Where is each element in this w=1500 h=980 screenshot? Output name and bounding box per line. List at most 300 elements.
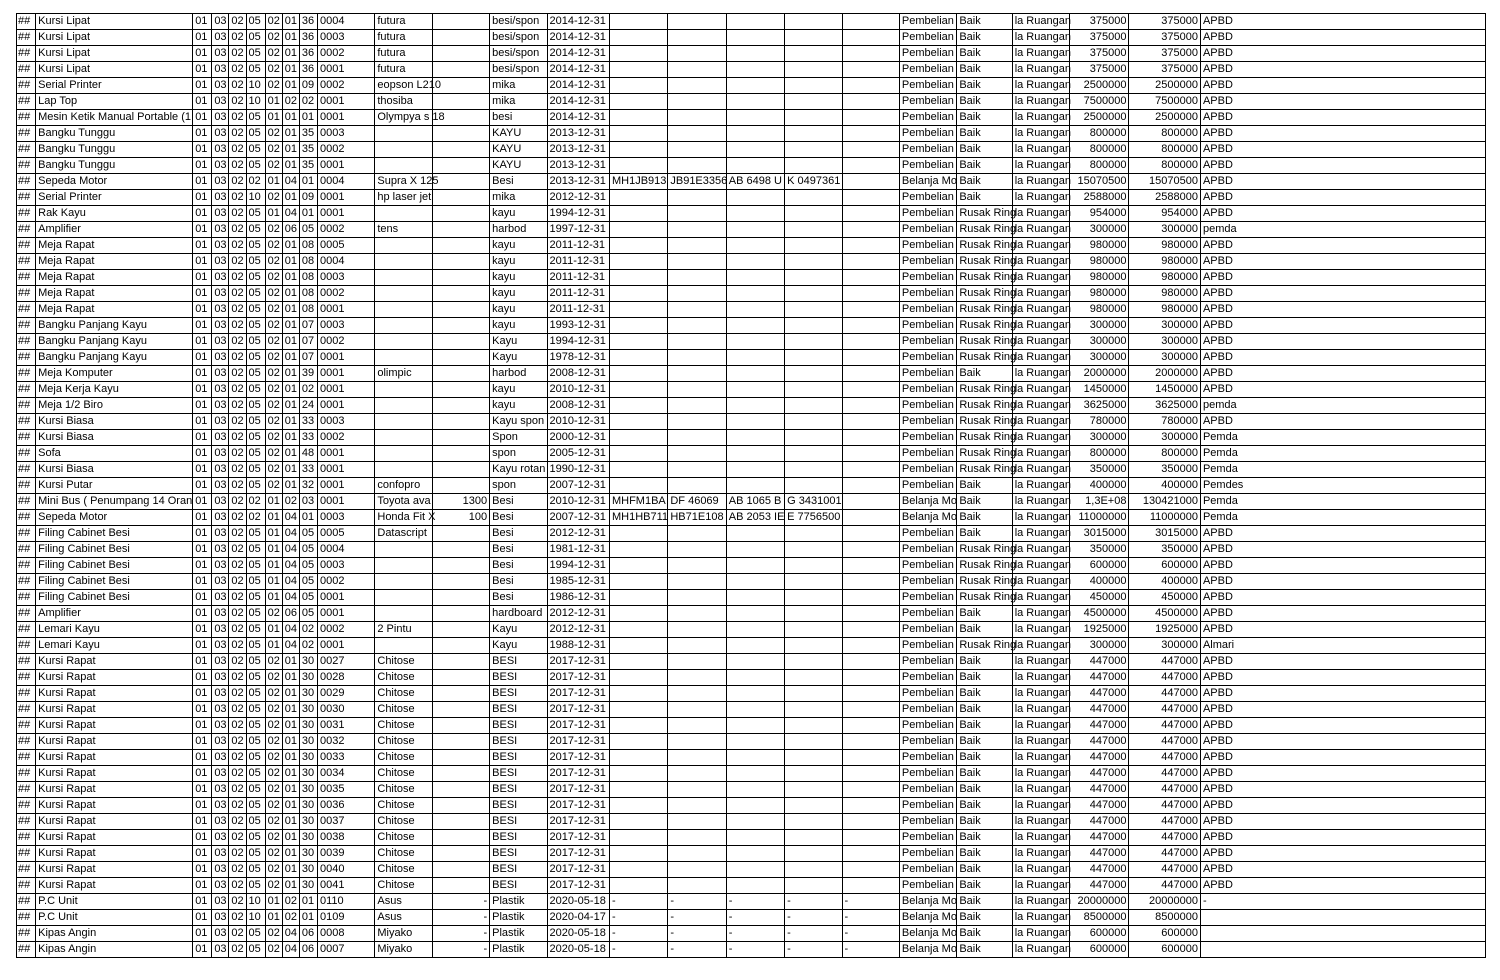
cell-code-3: 02 xyxy=(229,350,246,366)
cell-code-3: 02 xyxy=(229,302,246,318)
cell-misc xyxy=(842,830,899,846)
cell-code-2: 03 xyxy=(212,798,229,814)
cell-size-cc xyxy=(432,686,489,702)
cell-code-7: 07 xyxy=(299,334,317,350)
cell-plate-no xyxy=(726,190,784,206)
cell-acquisition-origin: Pembelian xyxy=(899,814,956,830)
cell-code-2: 03 xyxy=(212,174,229,190)
cell-frame-no xyxy=(609,702,667,718)
table-row xyxy=(17,62,1486,78)
cell-row-marker: ## xyxy=(17,942,36,958)
cell-row-marker: ## xyxy=(17,110,36,126)
cell-register-no: 0001 xyxy=(317,606,374,622)
cell-location: la Ruangan xyxy=(1012,862,1069,878)
table-row xyxy=(17,878,1486,894)
cell-engine-no xyxy=(668,414,726,430)
cell-frame-no xyxy=(609,862,667,878)
cell-code-7: 30 xyxy=(299,654,317,670)
cell-bpkb-no xyxy=(785,862,842,878)
cell-acquisition-origin: Pembelian xyxy=(899,734,956,750)
cell-total-price: 447000 xyxy=(1129,654,1200,670)
cell-code-3: 02 xyxy=(229,318,246,334)
cell-code-5: 02 xyxy=(265,478,282,494)
cell-funding-source: APBD xyxy=(1200,94,1485,110)
cell-item-name: Filing Cabinet Besi xyxy=(36,574,193,590)
cell-code-3: 02 xyxy=(229,622,246,638)
cell-location: la Ruangan xyxy=(1012,414,1069,430)
cell-brand-type: tens xyxy=(375,222,432,238)
cell-unit-price: 375000 xyxy=(1070,46,1129,62)
cell-row-marker: ## xyxy=(17,894,36,910)
cell-condition: Baik xyxy=(957,190,1012,206)
cell-register-no: 0003 xyxy=(317,318,374,334)
cell-total-price: 400000 xyxy=(1129,574,1200,590)
cell-code-7: 02 xyxy=(299,622,317,638)
cell-acquisition-origin: Pembelian xyxy=(899,254,956,270)
cell-code-2: 03 xyxy=(212,686,229,702)
cell-size-cc xyxy=(432,462,489,478)
cell-code-4: 05 xyxy=(246,46,265,62)
cell-location: la Ruangan xyxy=(1012,46,1069,62)
cell-row-marker: ## xyxy=(17,830,36,846)
cell-location: la Ruangan xyxy=(1012,846,1069,862)
cell-brand-type xyxy=(375,158,432,174)
cell-plate-no xyxy=(726,462,784,478)
cell-code-5: 01 xyxy=(265,542,282,558)
cell-acquisition-origin: Pembelian xyxy=(899,30,956,46)
cell-code-6: 06 xyxy=(282,222,299,238)
cell-condition: Rusak Ring xyxy=(957,638,1012,654)
cell-misc xyxy=(842,670,899,686)
cell-frame-no xyxy=(609,14,667,30)
cell-code-4: 05 xyxy=(246,798,265,814)
cell-code-4: 05 xyxy=(246,590,265,606)
cell-acquisition-origin: Pembelian xyxy=(899,430,956,446)
cell-register-no: 0001 xyxy=(317,638,374,654)
cell-code-5: 01 xyxy=(265,174,282,190)
cell-code-3: 02 xyxy=(229,46,246,62)
cell-register-no: 0030 xyxy=(317,702,374,718)
cell-bpkb-no xyxy=(785,398,842,414)
cell-frame-no xyxy=(609,734,667,750)
table-row xyxy=(17,638,1486,654)
cell-frame-no xyxy=(609,430,667,446)
cell-code-1: 01 xyxy=(193,862,212,878)
cell-location: la Ruangan xyxy=(1012,62,1069,78)
cell-code-3: 02 xyxy=(229,334,246,350)
cell-code-7: 01 xyxy=(299,510,317,526)
cell-funding-source: APBD xyxy=(1200,270,1485,286)
cell-code-5: 02 xyxy=(265,14,282,30)
cell-brand-type xyxy=(375,574,432,590)
cell-row-marker: ## xyxy=(17,14,36,30)
cell-item-name: Kursi Rapat xyxy=(36,670,193,686)
cell-engine-no xyxy=(668,638,726,654)
cell-code-2: 03 xyxy=(212,286,229,302)
cell-acquisition-date: 2008-12-31 xyxy=(547,366,609,382)
cell-code-4: 05 xyxy=(246,126,265,142)
cell-brand-type xyxy=(375,142,432,158)
cell-row-marker: ## xyxy=(17,302,36,318)
cell-frame-no xyxy=(609,62,667,78)
cell-frame-no xyxy=(609,222,667,238)
cell-unit-price: 600000 xyxy=(1070,942,1129,958)
cell-condition: Baik xyxy=(957,814,1012,830)
cell-code-7: 05 xyxy=(299,590,317,606)
cell-code-5: 02 xyxy=(265,158,282,174)
cell-code-7: 30 xyxy=(299,878,317,894)
cell-location: la Ruangan xyxy=(1012,526,1069,542)
cell-code-3: 02 xyxy=(229,270,246,286)
cell-bpkb-no xyxy=(785,366,842,382)
cell-plate-no xyxy=(726,814,784,830)
cell-code-4: 10 xyxy=(246,910,265,926)
cell-engine-no xyxy=(668,350,726,366)
cell-register-no: 0037 xyxy=(317,814,374,830)
cell-location: la Ruangan xyxy=(1012,686,1069,702)
cell-row-marker: ## xyxy=(17,62,36,78)
cell-bpkb-no xyxy=(785,270,842,286)
cell-row-marker: ## xyxy=(17,414,36,430)
cell-bpkb-no xyxy=(785,206,842,222)
cell-code-4: 05 xyxy=(246,302,265,318)
cell-misc xyxy=(842,622,899,638)
cell-brand-type xyxy=(375,270,432,286)
cell-acquisition-date: 2020-05-18 xyxy=(547,926,609,942)
cell-location: la Ruangan xyxy=(1012,238,1069,254)
cell-total-price: 375000 xyxy=(1129,14,1200,30)
cell-row-marker: ## xyxy=(17,526,36,542)
table-row xyxy=(17,606,1486,622)
cell-condition: Rusak Ring xyxy=(957,206,1012,222)
cell-code-5: 02 xyxy=(265,190,282,206)
cell-location: la Ruangan xyxy=(1012,878,1069,894)
cell-bpkb-no xyxy=(785,62,842,78)
cell-funding-source: APBD xyxy=(1200,862,1485,878)
cell-code-3: 02 xyxy=(229,462,246,478)
cell-engine-no xyxy=(668,318,726,334)
cell-size-cc xyxy=(432,254,489,270)
cell-engine-no xyxy=(668,222,726,238)
cell-unit-price: 400000 xyxy=(1070,478,1129,494)
cell-misc xyxy=(842,478,899,494)
cell-plate-no xyxy=(726,398,784,414)
table-row xyxy=(17,190,1486,206)
cell-material: kayu xyxy=(490,398,547,414)
cell-code-7: 36 xyxy=(299,14,317,30)
cell-engine-no xyxy=(668,590,726,606)
cell-code-4: 05 xyxy=(246,718,265,734)
cell-brand-type: Olympya s 18 xyxy=(375,110,432,126)
cell-row-marker: ## xyxy=(17,30,36,46)
cell-acquisition-date: 2020-05-18 xyxy=(547,894,609,910)
cell-code-4: 05 xyxy=(246,382,265,398)
cell-unit-price: 375000 xyxy=(1070,14,1129,30)
cell-unit-price: 1925000 xyxy=(1070,622,1129,638)
cell-misc xyxy=(842,30,899,46)
cell-acquisition-origin: Pembelian xyxy=(899,526,956,542)
cell-location: la Ruangan xyxy=(1012,30,1069,46)
cell-code-2: 03 xyxy=(212,30,229,46)
cell-misc xyxy=(842,590,899,606)
cell-code-1: 01 xyxy=(193,718,212,734)
cell-code-4: 05 xyxy=(246,478,265,494)
cell-misc xyxy=(842,334,899,350)
cell-unit-price: 300000 xyxy=(1070,430,1129,446)
cell-unit-price: 980000 xyxy=(1070,286,1129,302)
cell-row-marker: ## xyxy=(17,750,36,766)
cell-acquisition-date: 2017-12-31 xyxy=(547,718,609,734)
cell-misc xyxy=(842,174,899,190)
cell-engine-no xyxy=(668,606,726,622)
cell-engine-no xyxy=(668,206,726,222)
cell-code-3: 02 xyxy=(229,382,246,398)
cell-acquisition-origin: Pembelian xyxy=(899,878,956,894)
cell-code-7: 09 xyxy=(299,78,317,94)
cell-acquisition-date: 2014-12-31 xyxy=(547,110,609,126)
cell-brand-type: Chitose xyxy=(375,782,432,798)
cell-misc: - xyxy=(842,894,899,910)
cell-brand-type: Asus xyxy=(375,894,432,910)
cell-register-no: 0109 xyxy=(317,910,374,926)
cell-funding-source: APBD xyxy=(1200,878,1485,894)
cell-code-2: 03 xyxy=(212,894,229,910)
cell-size-cc xyxy=(432,158,489,174)
cell-location: la Ruangan xyxy=(1012,174,1069,190)
cell-unit-price: 800000 xyxy=(1070,142,1129,158)
cell-total-price: 300000 xyxy=(1129,334,1200,350)
cell-brand-type xyxy=(375,414,432,430)
cell-code-6: 01 xyxy=(282,110,299,126)
cell-code-1: 01 xyxy=(193,254,212,270)
cell-frame-no xyxy=(609,718,667,734)
cell-item-name: Lap Top xyxy=(36,94,193,110)
cell-code-5: 02 xyxy=(265,862,282,878)
cell-code-2: 03 xyxy=(212,574,229,590)
cell-total-price: 447000 xyxy=(1129,686,1200,702)
cell-acquisition-date: 1993-12-31 xyxy=(547,318,609,334)
cell-unit-price: 3015000 xyxy=(1070,526,1129,542)
cell-size-cc xyxy=(432,94,489,110)
cell-row-marker: ## xyxy=(17,398,36,414)
cell-funding-source: APBD xyxy=(1200,318,1485,334)
cell-code-6: 04 xyxy=(282,574,299,590)
cell-frame-no xyxy=(609,878,667,894)
cell-code-5: 02 xyxy=(265,670,282,686)
cell-code-4: 05 xyxy=(246,638,265,654)
cell-unit-price: 800000 xyxy=(1070,158,1129,174)
cell-acquisition-date: 1986-12-31 xyxy=(547,590,609,606)
cell-code-4: 05 xyxy=(246,654,265,670)
cell-code-5: 02 xyxy=(265,686,282,702)
cell-code-5: 02 xyxy=(265,926,282,942)
cell-total-price: 447000 xyxy=(1129,830,1200,846)
cell-acquisition-date: 2012-12-31 xyxy=(547,190,609,206)
cell-acquisition-origin: Pembelian xyxy=(899,286,956,302)
cell-code-4: 05 xyxy=(246,414,265,430)
cell-condition: Baik xyxy=(957,718,1012,734)
cell-code-1: 01 xyxy=(193,110,212,126)
cell-register-no: 0002 xyxy=(317,46,374,62)
cell-code-1: 01 xyxy=(193,558,212,574)
cell-funding-source: APBD xyxy=(1200,350,1485,366)
cell-brand-type xyxy=(375,382,432,398)
cell-condition: Baik xyxy=(957,62,1012,78)
cell-code-5: 02 xyxy=(265,462,282,478)
cell-funding-source: APBD xyxy=(1200,110,1485,126)
cell-bpkb-no xyxy=(785,622,842,638)
cell-total-price: 300000 xyxy=(1129,430,1200,446)
cell-code-6: 01 xyxy=(282,878,299,894)
cell-row-marker: ## xyxy=(17,286,36,302)
cell-code-5: 01 xyxy=(265,558,282,574)
table-row xyxy=(17,286,1486,302)
cell-size-cc xyxy=(432,558,489,574)
cell-plate-no xyxy=(726,638,784,654)
cell-code-3: 02 xyxy=(229,846,246,862)
cell-misc xyxy=(842,686,899,702)
table-row xyxy=(17,414,1486,430)
cell-register-no: 0005 xyxy=(317,238,374,254)
cell-code-2: 03 xyxy=(212,526,229,542)
cell-plate-no xyxy=(726,30,784,46)
cell-plate-no xyxy=(726,206,784,222)
cell-register-no: 0002 xyxy=(317,78,374,94)
cell-acquisition-date: 2014-12-31 xyxy=(547,94,609,110)
cell-code-6: 01 xyxy=(282,846,299,862)
cell-code-6: 01 xyxy=(282,414,299,430)
cell-size-cc xyxy=(432,126,489,142)
cell-item-name: Lemari Kayu xyxy=(36,622,193,638)
cell-size-cc xyxy=(432,606,489,622)
cell-code-2: 03 xyxy=(212,366,229,382)
cell-funding-source: APBD xyxy=(1200,158,1485,174)
cell-condition: Baik xyxy=(957,110,1012,126)
cell-bpkb-no xyxy=(785,782,842,798)
cell-engine-no xyxy=(668,814,726,830)
cell-unit-price: 447000 xyxy=(1070,766,1129,782)
cell-total-price: 7500000 xyxy=(1129,94,1200,110)
cell-engine-no: - xyxy=(668,926,726,942)
cell-item-name: Kursi Biasa xyxy=(36,430,193,446)
cell-engine-no xyxy=(668,766,726,782)
cell-acquisition-date: 2013-12-31 xyxy=(547,158,609,174)
cell-acquisition-origin: Pembelian xyxy=(899,638,956,654)
cell-funding-source: APBD xyxy=(1200,382,1485,398)
cell-code-7: 02 xyxy=(299,94,317,110)
table-row xyxy=(17,478,1486,494)
cell-code-3: 02 xyxy=(229,878,246,894)
cell-size-cc xyxy=(432,366,489,382)
cell-frame-no xyxy=(609,318,667,334)
cell-engine-no xyxy=(668,78,726,94)
cell-misc xyxy=(842,142,899,158)
cell-register-no: 0039 xyxy=(317,846,374,862)
cell-frame-no xyxy=(609,398,667,414)
cell-code-2: 03 xyxy=(212,94,229,110)
cell-plate-no xyxy=(726,142,784,158)
cell-code-2: 03 xyxy=(212,766,229,782)
cell-funding-source: APBD xyxy=(1200,14,1485,30)
cell-code-2: 03 xyxy=(212,446,229,462)
cell-code-5: 02 xyxy=(265,766,282,782)
cell-acquisition-date: 2013-12-31 xyxy=(547,174,609,190)
cell-engine-no xyxy=(668,110,726,126)
cell-material: Kayu rotan xyxy=(490,462,547,478)
cell-row-marker: ## xyxy=(17,910,36,926)
cell-material: kayu xyxy=(490,238,547,254)
cell-condition: Baik xyxy=(957,926,1012,942)
cell-plate-no xyxy=(726,574,784,590)
cell-code-5: 02 xyxy=(265,414,282,430)
table-row xyxy=(17,526,1486,542)
cell-engine-no xyxy=(668,62,726,78)
cell-engine-no xyxy=(668,254,726,270)
cell-material: spon xyxy=(490,478,547,494)
cell-size-cc xyxy=(432,814,489,830)
cell-acquisition-date: 2008-12-31 xyxy=(547,398,609,414)
cell-code-3: 02 xyxy=(229,174,246,190)
cell-misc xyxy=(842,526,899,542)
cell-plate-no xyxy=(726,590,784,606)
cell-unit-price: 300000 xyxy=(1070,350,1129,366)
cell-register-no: 0001 xyxy=(317,94,374,110)
cell-condition: Baik xyxy=(957,846,1012,862)
cell-code-7: 36 xyxy=(299,46,317,62)
cell-brand-type: Chitose xyxy=(375,718,432,734)
cell-unit-price: 447000 xyxy=(1070,654,1129,670)
cell-code-6: 06 xyxy=(282,606,299,622)
cell-condition: Rusak Ring xyxy=(957,350,1012,366)
cell-code-7: 30 xyxy=(299,766,317,782)
cell-total-price: 350000 xyxy=(1129,462,1200,478)
cell-code-2: 03 xyxy=(212,862,229,878)
cell-condition: Baik xyxy=(957,510,1012,526)
cell-code-3: 02 xyxy=(229,510,246,526)
cell-register-no: 0038 xyxy=(317,830,374,846)
cell-acquisition-date: 2000-12-31 xyxy=(547,430,609,446)
cell-frame-no xyxy=(609,206,667,222)
cell-size-cc xyxy=(432,574,489,590)
cell-code-4: 05 xyxy=(246,334,265,350)
cell-code-4: 05 xyxy=(246,238,265,254)
cell-code-3: 02 xyxy=(229,718,246,734)
cell-location: la Ruangan xyxy=(1012,334,1069,350)
cell-engine-no xyxy=(668,430,726,446)
cell-size-cc xyxy=(432,718,489,734)
cell-code-7: 30 xyxy=(299,846,317,862)
cell-register-no: 0002 xyxy=(317,142,374,158)
cell-bpkb-no xyxy=(785,670,842,686)
cell-acquisition-date: 2011-12-31 xyxy=(547,270,609,286)
table-row xyxy=(17,238,1486,254)
cell-funding-source: APBD xyxy=(1200,670,1485,686)
cell-size-cc xyxy=(432,174,489,190)
cell-frame-no xyxy=(609,590,667,606)
cell-frame-no xyxy=(609,798,667,814)
cell-code-3: 02 xyxy=(229,638,246,654)
cell-total-price: 300000 xyxy=(1129,222,1200,238)
cell-misc xyxy=(842,462,899,478)
cell-row-marker: ## xyxy=(17,606,36,622)
cell-acquisition-origin: Pembelian xyxy=(899,574,956,590)
cell-code-4: 05 xyxy=(246,878,265,894)
cell-code-1: 01 xyxy=(193,750,212,766)
cell-frame-no: - xyxy=(609,894,667,910)
cell-funding-source: APBD xyxy=(1200,526,1485,542)
cell-condition: Rusak Ring xyxy=(957,318,1012,334)
cell-misc xyxy=(842,110,899,126)
